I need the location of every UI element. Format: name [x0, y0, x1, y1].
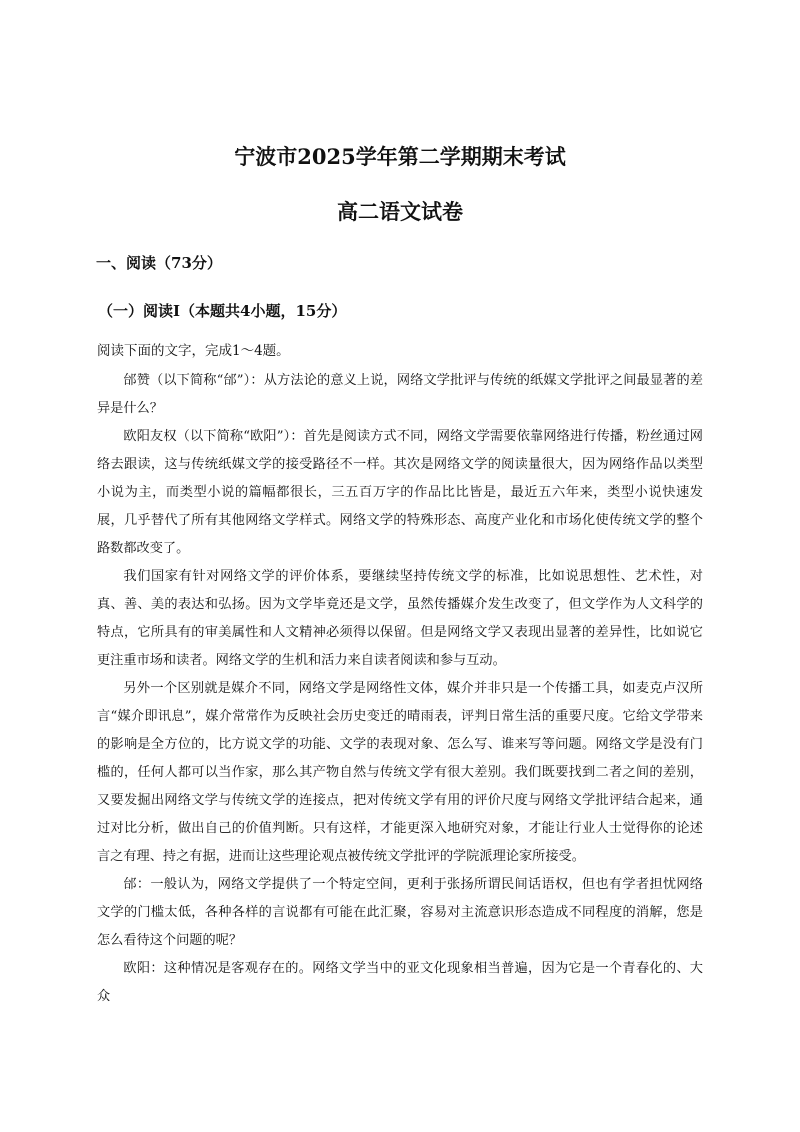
- passage-paragraph: 邰：一般认为，网络文学提供了一个特定空间，更利于张扬所谓民间话语权，但也有学者担忧网络文学的门槛太低，各种各样的言说都有可能在此汇聚，容易对主流意识形态造成不同程度的消解，您是怎么看待这个问题的呢？: [97, 877, 703, 948]
- subsection-heading: （一）阅读Ⅰ（本题共4小题，15分）: [98, 302, 347, 320]
- exam-subtitle: 高二语文试卷: [337, 199, 463, 224]
- passage-paragraph: 欧阳友权（以下简称“欧阳”）：首先是阅读方式不同，网络文学需要依靠网络进行传播，粉丝通过网络去跟读，这与传统纸媒文学的接受路径不一样。其次是网络文学的阅读量很大，因为网络作品以类型小说为主，而类型小说的篇幅都很长，三五百万字的作品比比皆是，最近五六年来，类型小说快速发展，几乎替代了所有其他网络文学样式。网络文学的特殊形态、高度产业化和市场化使传统文学的整个路数都改变了。: [97, 429, 703, 556]
- passage-paragraph: 另外一个区别就是媒介不同，网络文学是网络性文体，媒介并非只是一个传播工具，如麦克卢汉所言“媒介即讯息”，媒介常常作为反映社会历史变迁的晴雨表，评判日常生活的重要尺度。它给文学带来的影响是全方位的，比方说文学的功能、文学的表现对象、怎么写、谁来写等问题。网络文学是没有门槛的，任何人都可以当作家，那么其产物自然与传统文学有很大差别。我们既要找到二者之间的差别，又要发掘出网络文学与传统文学的连接点，把对传统文学有用的评价尺度与网络文学批评结合起来，通过对比分析，做出自己的价值判断。只有这样，才能更深入地研究对象，才能让行业人士觉得你的论述言之有理、持之有据，进而让这些理论观点被传统文学批评的学院派理论家所接受。: [97, 681, 703, 864]
- exam-title: 宁波市2025学年第二学期期末考试: [234, 144, 566, 169]
- reading-passage: [97, 367, 703, 1011]
- section-heading: 一、阅读（73分）: [96, 254, 222, 272]
- passage-paragraph: 欧阳：这种情况是客观存在的。网络文学当中的亚文化现象相当普遍，因为它是一个青春化的、大众: [97, 961, 703, 1004]
- passage-paragraph: 我们国家有针对网络文学的评价体系，要继续坚持传统文学的标准，比如说思想性、艺术性，对真、善、美的表达和弘扬。因为文学毕竟还是文学，虽然传播媒介发生改变了，但文学作为人文科学的特点，它所具有的审美属性和人文精神必须得以保留。但是网络文学又表现出显著的差异性，比如说它更注重市场和读者。网络文学的生机和活力来自读者阅读和参与互动。: [97, 569, 703, 668]
- reading-instruction: 阅读下面的文字，完成1～4题。: [97, 343, 290, 359]
- passage-paragraph: 邰赞（以下简称“邰”）：从方法论的意义上说，网络文学批评与传统的纸媒文学批评之间最显著的差异是什么？: [97, 373, 703, 416]
